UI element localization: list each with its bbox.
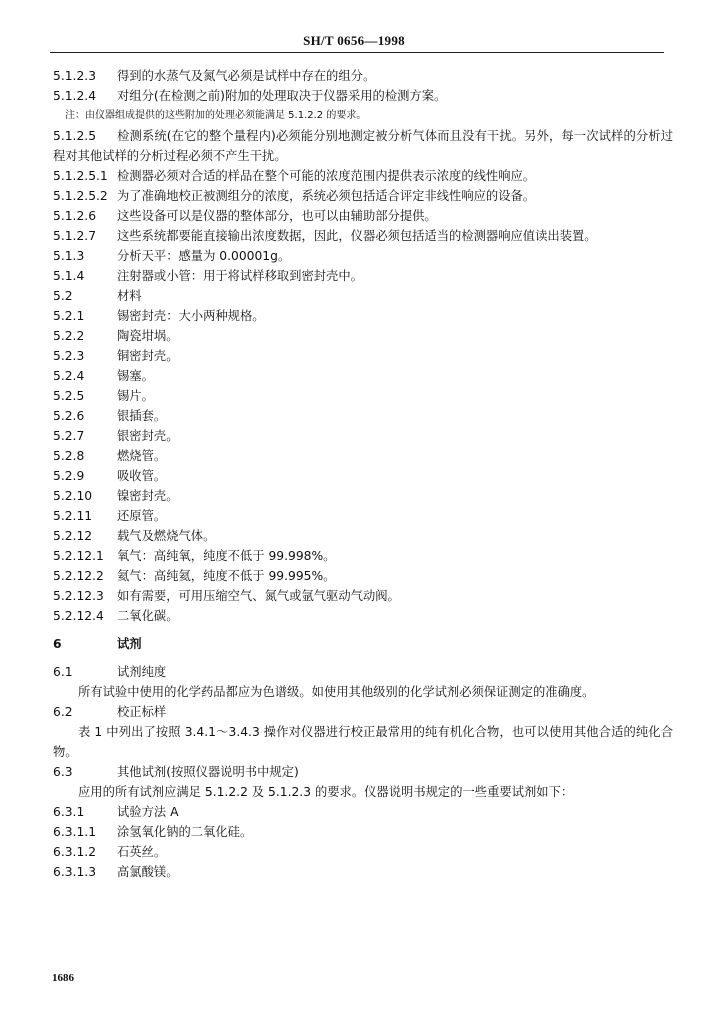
- clause-text: 银插套。: [117, 409, 167, 423]
- clause-text: 其他试剂(按照仪器说明书中规定): [117, 765, 299, 779]
- clause-number: 6.3.1: [53, 805, 85, 819]
- clause-line: [53, 762, 673, 782]
- clause-number: 5.1.2.5.1: [53, 169, 108, 183]
- clause-line: [53, 386, 673, 406]
- clause-line: [53, 842, 673, 862]
- clause-number: 5.2.10: [53, 489, 93, 503]
- clause-number: 5.2.7: [53, 429, 85, 443]
- clause-text: 这些系统都要能直接输出浓度数据，因此，仪器必须包括适当的检测器响应值读出装置。: [117, 229, 597, 243]
- clause-line: [53, 426, 673, 446]
- clause-number: 5.2.11: [53, 509, 93, 523]
- clause-line: [53, 206, 673, 226]
- clause-line: [53, 546, 673, 566]
- clause-number: 5.2.12.3: [53, 589, 104, 603]
- clause-line: [53, 326, 673, 346]
- clause-line: [53, 246, 673, 266]
- clause-number: 5.2.12.2: [53, 569, 104, 583]
- clause-line: [53, 446, 673, 466]
- clause-number: 5.2.2: [53, 329, 85, 343]
- clause-text: 这些设备可以是仪器的整体部分，也可以由辅助部分提供。: [117, 209, 437, 223]
- clause-number: 5.1.4: [53, 269, 85, 283]
- clause-number: 5.2.8: [53, 449, 85, 463]
- clause-line: [53, 702, 673, 722]
- clause-text: 燃烧管。: [117, 449, 167, 463]
- clause-text: 注射器或小管：用于将试样移取到密封壳中。: [117, 269, 363, 283]
- clause-number: 5.2.6: [53, 409, 85, 423]
- clause-text: 锡密封壳：大小两种规格。: [117, 309, 265, 323]
- clause-text: 氦气：高纯氦，纯度不低于 99.995%。: [117, 569, 336, 583]
- clause-line: [53, 346, 673, 366]
- clause-number: 6.2: [53, 705, 73, 719]
- clause-text: 铜密封壳。: [117, 349, 179, 363]
- clause-text: 如有需要，可用压缩空气、氮气或氩气驱动气动阀。: [117, 589, 400, 603]
- clause-text: 载气及燃烧气体。: [117, 529, 216, 543]
- note-line: 注：由仪器组成提供的这些附加的处理必须能满足 5.1.2.2 的要求。: [65, 110, 367, 121]
- clause-line: [53, 566, 673, 586]
- clause-number: 5.1.2.5.2: [53, 189, 108, 203]
- clause-number: 5.2.4: [53, 369, 85, 383]
- clause-line: [53, 822, 673, 842]
- clause-number: 5.2.9: [53, 469, 85, 483]
- paragraph: 表 1 中列出了按照 3.4.1～3.4.3 操作对仪器进行校正最常用的纯有机化合物，也可以使用其他合适的纯化合物。: [53, 725, 673, 759]
- clause-number: 5.2.12: [53, 529, 93, 543]
- document-body: [53, 66, 673, 882]
- paragraph: 应用的所有试剂应满足 5.1.2.2 及 5.1.2.3 的要求。仪器说明书规定的一些重要试剂如下：: [78, 785, 574, 799]
- standard-header: SH/T 0656—1998: [303, 33, 405, 48]
- clause-line: [53, 66, 673, 86]
- clause-text: 分析天平：感量为 0.00001g。: [117, 249, 291, 263]
- clause-line: [53, 662, 673, 682]
- clause-number: 5.2.12.4: [53, 609, 104, 623]
- clause-line: [53, 406, 673, 426]
- section-title: 试剂: [117, 637, 142, 651]
- clause-text: 石英丝。: [117, 845, 167, 859]
- clause-number: 6.3: [53, 765, 73, 779]
- clause-line: [53, 366, 673, 386]
- clause-line: [53, 86, 673, 106]
- clause-line: [53, 506, 673, 526]
- section-number: 6: [53, 637, 62, 651]
- clause-line: [53, 606, 673, 626]
- clause-text: 试验方法 A: [117, 805, 179, 819]
- clause-number: 5.2.12.1: [53, 549, 104, 563]
- clause-text: 为了准确地校正被测组分的浓度，系统必须包括适合评定非线性响应的设备。: [117, 189, 536, 203]
- clause-line: [53, 466, 673, 486]
- clause-line: [53, 526, 673, 546]
- header-rule: [50, 52, 664, 53]
- clause-line: [53, 306, 673, 326]
- clause-text: 银密封壳。: [117, 429, 179, 443]
- clause-number: 5.1.2.3: [53, 69, 97, 83]
- clause-text: 对组分(在检测之前)附加的处理取决于仪器采用的检测方案。: [117, 89, 447, 103]
- clause-number: 5.1.2.7: [53, 229, 97, 243]
- clause-number: 6.3.1.1: [53, 825, 97, 839]
- clause-line: [53, 802, 673, 822]
- paragraph: 所有试验中使用的化学药品都应为色谱级。如使用其他级别的化学试剂必须保证测定的准确度。: [78, 685, 595, 699]
- clause-line: [53, 586, 673, 606]
- page-number: 1686: [52, 972, 74, 984]
- clause-text: 还原管。: [117, 509, 167, 523]
- clause-line: [53, 226, 673, 246]
- clause-text: 二氧化碳。: [117, 609, 179, 623]
- clause-text: 校正标样: [117, 705, 167, 719]
- clause-line: [53, 862, 673, 882]
- clause-text: 检测器必须对合适的样品在整个可能的浓度范围内提供表示浓度的线性响应。: [117, 169, 536, 183]
- clause-line: [53, 166, 673, 186]
- clause-text: 高氯酸镁。: [117, 865, 179, 879]
- clause-number: 6.1: [53, 665, 73, 679]
- clause-line: [53, 266, 673, 286]
- clause-text: 得到的水蒸气及氮气必须是试样中存在的组分。: [117, 69, 376, 83]
- clause-text: 锡片。: [117, 389, 154, 403]
- clause-number: 5.1.2.6: [53, 209, 97, 223]
- clause-number: 5.1.3: [53, 249, 85, 263]
- clause-number: 6.3.1.3: [53, 865, 97, 879]
- clause-line: [53, 286, 673, 306]
- clause-text: 吸收管。: [117, 469, 167, 483]
- clause-text: 检测系统(在它的整个量程内)必须能分别地测定被分析气体而且没有干扰。另外，每一次试样的分析过程对其他试样的分析过程必须不产生干扰。: [53, 129, 673, 163]
- clause-number: 5.1.2.4: [53, 89, 97, 103]
- clause-line: [53, 486, 673, 506]
- clause-number: 5.2.3: [53, 349, 85, 363]
- clause-number: 6.3.1.2: [53, 845, 97, 859]
- clause-number: 5.2.1: [53, 309, 85, 323]
- clause-line: [53, 126, 673, 166]
- clause-number: 5.2: [53, 289, 73, 303]
- section-heading: [53, 634, 673, 654]
- clause-text: 涂氢氧化钠的二氧化硅。: [117, 825, 253, 839]
- clause-text: 陶瓷坩埚。: [117, 329, 179, 343]
- clause-text: 镍密封壳。: [117, 489, 179, 503]
- clause-number: 5.1.2.5: [53, 129, 97, 143]
- clause-text: 锡塞。: [117, 369, 154, 383]
- clause-text: 材料: [117, 289, 142, 303]
- clause-text: 试剂纯度: [117, 665, 167, 679]
- clause-line: [53, 186, 673, 206]
- clause-number: 5.2.5: [53, 389, 85, 403]
- clause-text: 氧气：高纯氧，纯度不低于 99.998%。: [117, 549, 336, 563]
